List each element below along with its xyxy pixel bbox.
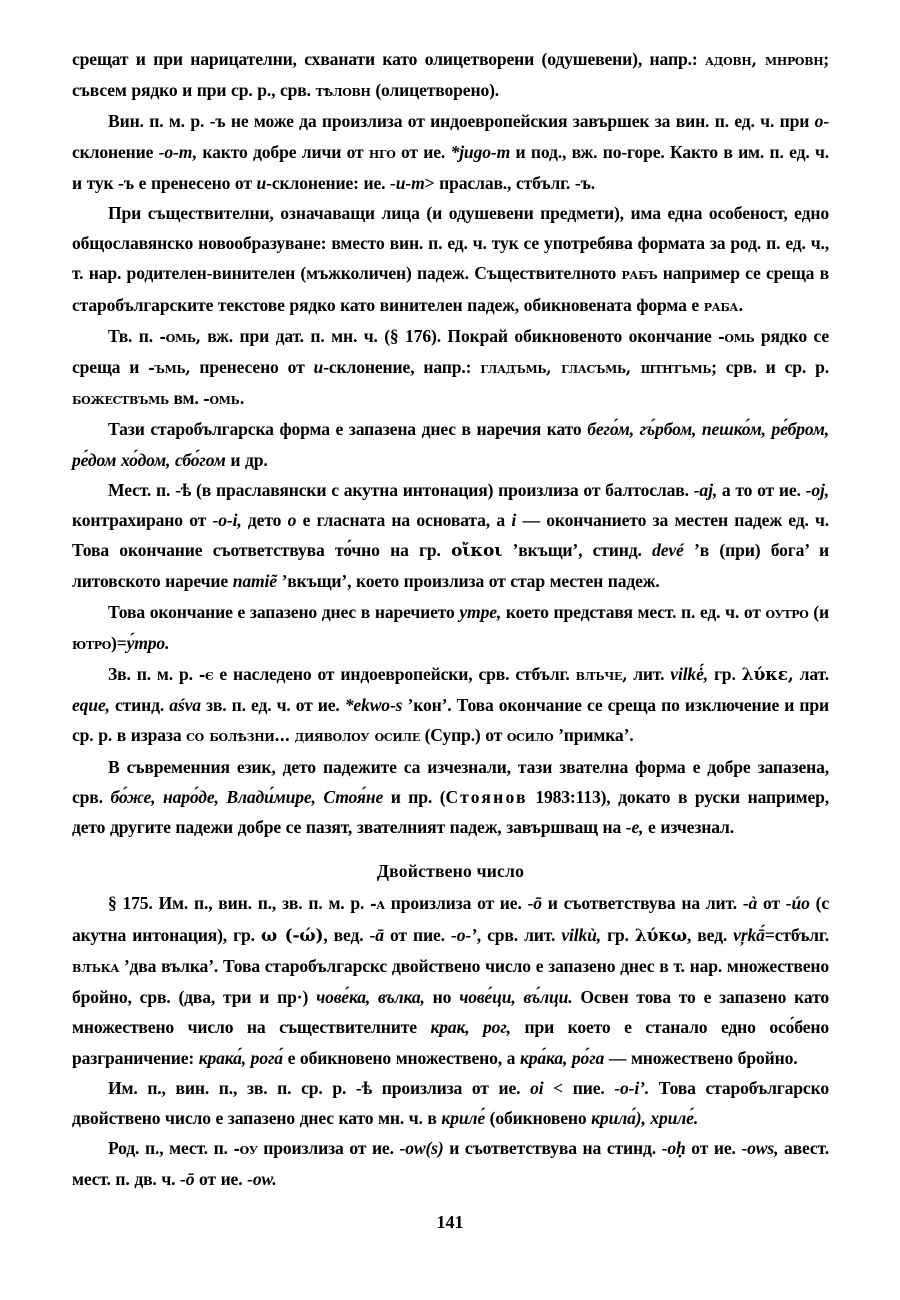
italic-run: i (511, 510, 517, 531)
greek-run: οἴκοι (451, 541, 503, 562)
text-run: от ие. (400, 141, 446, 162)
text-run: авест. мест. п. дв. ч. (72, 1138, 829, 1190)
text-run: от (763, 893, 780, 914)
ocs-run: влъче, (575, 665, 628, 685)
text-run: (с акутна интонация), гр. (72, 893, 829, 945)
text-run: Зв. п. м. р. (108, 664, 193, 685)
ocs-run: -оу (233, 1139, 258, 1159)
text-run: )= (111, 632, 127, 653)
italic-run: и (313, 357, 324, 378)
text-run: Тв. п. (108, 325, 154, 346)
ocs-run: гладъмь, гласъмь, штнтъмь (480, 358, 712, 378)
ocs-run: дияволоу осиле (294, 726, 420, 746)
greek-run: λύκε, (741, 665, 794, 686)
text-run: , вед. (686, 924, 728, 945)
ocs-run: -омь, (159, 326, 201, 346)
italic-run: криле́ (441, 1107, 486, 1128)
text-run: лат. (799, 664, 829, 685)
ocs-run: со болѣзни... (186, 726, 290, 746)
text-run: и др. (230, 449, 268, 470)
italic-run: -и-т (390, 172, 425, 193)
text-run: но (432, 987, 452, 1008)
italic-run: -úo (785, 893, 810, 914)
text-run: Мест. п. -ѣ (в праславянски с акутна интонация) произлиза от балтослав. (108, 479, 689, 500)
paragraph-2 (72, 106, 829, 198)
paragraph-5 (72, 414, 829, 474)
italic-run: -oḥ (661, 1138, 686, 1159)
paragraph-7 (72, 597, 829, 659)
text-run: е наследено от индоевропейски, срв. стбълг. (219, 664, 570, 685)
italic-run: -о-i’. (614, 1077, 650, 1098)
text-run: (олицетворено). (375, 80, 500, 101)
text-run: рядко се среща и (72, 325, 830, 378)
text-run: ; съвсем рядко и при ср. р., срв. (72, 49, 830, 101)
text-run: е изчезнал. (648, 817, 735, 838)
italic-run: -е, (625, 817, 644, 838)
text-run: При съществителни, означаващи лица (и одушевени предмети), има една особеност, едно общославянско новообразуване: вместо вин. п. ед. ч. тук се употребява формата за род. п. ед. ч., т. нар. родителен-винителен (мъжколичен) падеж. Съществителното (72, 203, 829, 284)
italic-run: devé (652, 540, 684, 561)
italic-run: бо́же, наро́де, Влади́мире, Стоя́не (110, 786, 384, 807)
italic-run: namiẽ (232, 571, 277, 592)
ocs-run: нго (368, 142, 396, 162)
italic-run: -ā (369, 924, 384, 945)
greek-run: λύκω (634, 925, 687, 946)
ocs-run: рабъ (621, 264, 658, 284)
italic-run: -à (742, 893, 758, 914)
text-run: при което е станало едно осо́бено разграничение: (72, 1017, 829, 1068)
text-run: § 175. Им. п., вин. п., зв. п. м. р. (108, 893, 365, 914)
text-run: а то от ие. (721, 479, 801, 500)
text-run: зв. п. ед. ч. от ие. (206, 695, 340, 716)
paragraph-12 (72, 1133, 829, 1194)
ocs-run: влъка (72, 956, 120, 976)
italic-run: *ekwo-s (344, 695, 403, 716)
italic-run: -ō (180, 1169, 195, 1190)
text-run: ’в (при) бога’ и литовското наречие (72, 540, 829, 592)
text-run: ’кон’. Това окончание се среща по изключение и при ср. р. в израза (72, 695, 829, 746)
text-run: вж. при дат. п. мн. ч. (§ 176). Покрай обикновеното окончание (207, 325, 712, 346)
italic-run: -ows, (741, 1138, 779, 1159)
text-run: от ие. (691, 1138, 736, 1159)
italic-run: о (287, 510, 297, 531)
text-run: Род. п., мест. п. (108, 1138, 228, 1159)
ocs-run: адовн, мнровн (705, 50, 824, 69)
text-run: — множествено бройно. (608, 1047, 798, 1068)
paragraph-11 (72, 1073, 829, 1133)
text-run: гр. (713, 664, 736, 685)
text-run: произлиза от ие. (263, 1138, 394, 1159)
text-run: ; срв. и ср. р. (711, 357, 829, 378)
text-run: =стбълг. (764, 924, 829, 945)
ocs-run: раба. (703, 295, 744, 315)
body-text-block (72, 44, 829, 1195)
text-run: -склонение, напр.: (323, 357, 472, 378)
paragraph-6 (72, 475, 829, 597)
text-run: и под., вж. по-горе. Както в им. п. ед. ч. и тук -ъ е пренесено от (72, 141, 829, 193)
text-run: и съответствува на лит. (547, 893, 737, 914)
italic-run: и (256, 172, 267, 193)
text-run: > праслав., стбълг. -ъ. (424, 172, 595, 193)
paragraph-9 (72, 752, 829, 843)
italic-run: -ow(s) (399, 1138, 444, 1159)
ocs-run: -ъмь, (148, 358, 191, 378)
ocs-run: тѣловн (315, 81, 371, 101)
text-run: Това старобългарско двойствено число е запазено днес като мн. ч. в (72, 1077, 829, 1128)
italic-run: чове́ци, въ́лци. (459, 987, 573, 1008)
ocs-run: -а (370, 894, 385, 914)
text-run: произлиза от ие. (390, 893, 522, 914)
italic-run: vilkù, (561, 924, 601, 945)
italic-run: -aj, (693, 479, 718, 500)
text-run: е гласната на основата, а (302, 510, 506, 531)
italic-run: бего́м, гъ́рбом, пешко́м, ре́бром, ре́дом хо́дом, сбо́гом (72, 419, 829, 470)
text-run: срещат и при нарицателни, схванати като олицетворени (одушевени), напр.: (72, 49, 698, 69)
paragraph-1 (72, 44, 829, 106)
text-run: ’два вълка’. Това старобългарскс двойствено число е запазено днес в т. нар. множествено бройно, срв. (два, три и пр·) (72, 955, 829, 1008)
text-run: например се среща в старобългарските текстове рядко като винителен падеж, обикновената форма е (72, 263, 829, 315)
text-run: контрахирано от (72, 510, 207, 531)
text-run: ’вкъщи’, стинд. (512, 540, 642, 561)
text-run: е обикновено множествено, а (287, 1047, 516, 1068)
italic-run: *jugo-m (450, 141, 511, 162)
text-run: (Супр.) от (424, 725, 503, 746)
text-run: и съответствува на стинд. (449, 1138, 656, 1159)
text-run: (обикновено (489, 1107, 587, 1128)
ocs-run: божествъмь (72, 389, 169, 409)
italic-run: -о-т, (158, 141, 197, 162)
text-run: дето (247, 510, 282, 531)
ocs-run: -омь (718, 326, 755, 346)
italic-run: eque, (72, 695, 110, 716)
paragraph-8 (72, 659, 829, 752)
text-run: Това окончание е запазено днес в наречието (108, 601, 455, 622)
text-run: както добре личи от (202, 141, 364, 162)
italic-run: aśva (169, 695, 201, 716)
text-run: лит. (633, 664, 665, 685)
greek-run: ω (-ώ) (260, 925, 324, 946)
italic-run: о (814, 111, 824, 132)
italic-run: vŗkā́ (733, 924, 765, 945)
ocs-run: -омь. (203, 389, 245, 409)
text-run: Освен това то е запазено като множествено число на съществителните (72, 987, 829, 1038)
italic-run: крила́), (591, 1107, 646, 1128)
text-run: и пр. ( (390, 786, 446, 807)
text-run: -склонение: ие. (266, 172, 386, 193)
italic-run: утре, (459, 601, 502, 622)
italic-run: хриле́. (650, 1107, 699, 1128)
text-run: , срв. лит. (476, 924, 556, 945)
italic-run: -ow. (247, 1169, 277, 1190)
text-run: < пие. (553, 1077, 605, 1098)
ocs-run: осило (506, 726, 554, 746)
text-run: — окончанието за местен падеж ед. ч. Това окончание съответствува то́чно на гр. (72, 510, 830, 561)
text-run: (и (813, 601, 829, 622)
italic-run: кра́ка, ро́га (519, 1047, 605, 1068)
paragraph-4 (72, 321, 829, 415)
text-run: стинд. (114, 695, 165, 716)
text-run: 1983:113), докато в руски например, дето другите падежи добре се пазят, звателният падеж, завършващ на (72, 786, 829, 838)
italic-run: крак, рог, (430, 1017, 511, 1038)
text-run: В съвременния език, дето падежите са изчезнали, тази звателна форма е добре запазена, срв. (72, 756, 829, 807)
page-number: 141 (436, 1212, 464, 1232)
paragraph-175 (72, 888, 829, 1072)
italic-run: у́тро. (126, 632, 170, 653)
text-run: Тази старобългарска форма е запазена днес в наречия като (108, 419, 582, 440)
citation-author: Стоянов (445, 786, 528, 807)
text-run: вм. (173, 388, 199, 409)
text-run: от ие. (199, 1169, 243, 1190)
ocs-run: ютро (72, 633, 111, 653)
text-run: -склонение (72, 111, 829, 162)
italic-run: oi (530, 1077, 544, 1098)
italic-run: -о-i, (212, 510, 242, 531)
text-run: ’вкъщи’, което произлиза от стар местен падеж. (281, 571, 660, 592)
ocs-run: оутро (765, 602, 809, 622)
italic-run: чове́ка, вълка, (316, 987, 425, 1008)
section-heading-dual-number: Двойствено число (376, 861, 525, 882)
text-run: Им. п., вин. п., зв. п. ср. р. -ѣ произлиза от ие. (108, 1077, 521, 1098)
text-run: пренесено от (199, 357, 305, 378)
italic-run: -о-’ (450, 924, 477, 945)
text-run: което представя мест. п. ед. ч. от (505, 601, 761, 622)
italic-run: -ō (527, 893, 542, 914)
text-run: , вед. (323, 924, 364, 945)
text-run: ’примка’. (558, 725, 634, 746)
italic-run: vilkė́, (670, 664, 708, 685)
ocs-run: -є (198, 665, 214, 685)
italic-run: крака́, рога́ (198, 1047, 283, 1068)
italic-run: -oj, (805, 479, 829, 500)
text-run: от пие. (390, 924, 445, 945)
paragraph-3 (72, 198, 829, 321)
text-run: Вин. п. м. р. -ъ не може да произлиза от индоевропейския завършек за вин. п. ед. ч. при (108, 111, 810, 132)
text-run: гр. (607, 924, 629, 945)
